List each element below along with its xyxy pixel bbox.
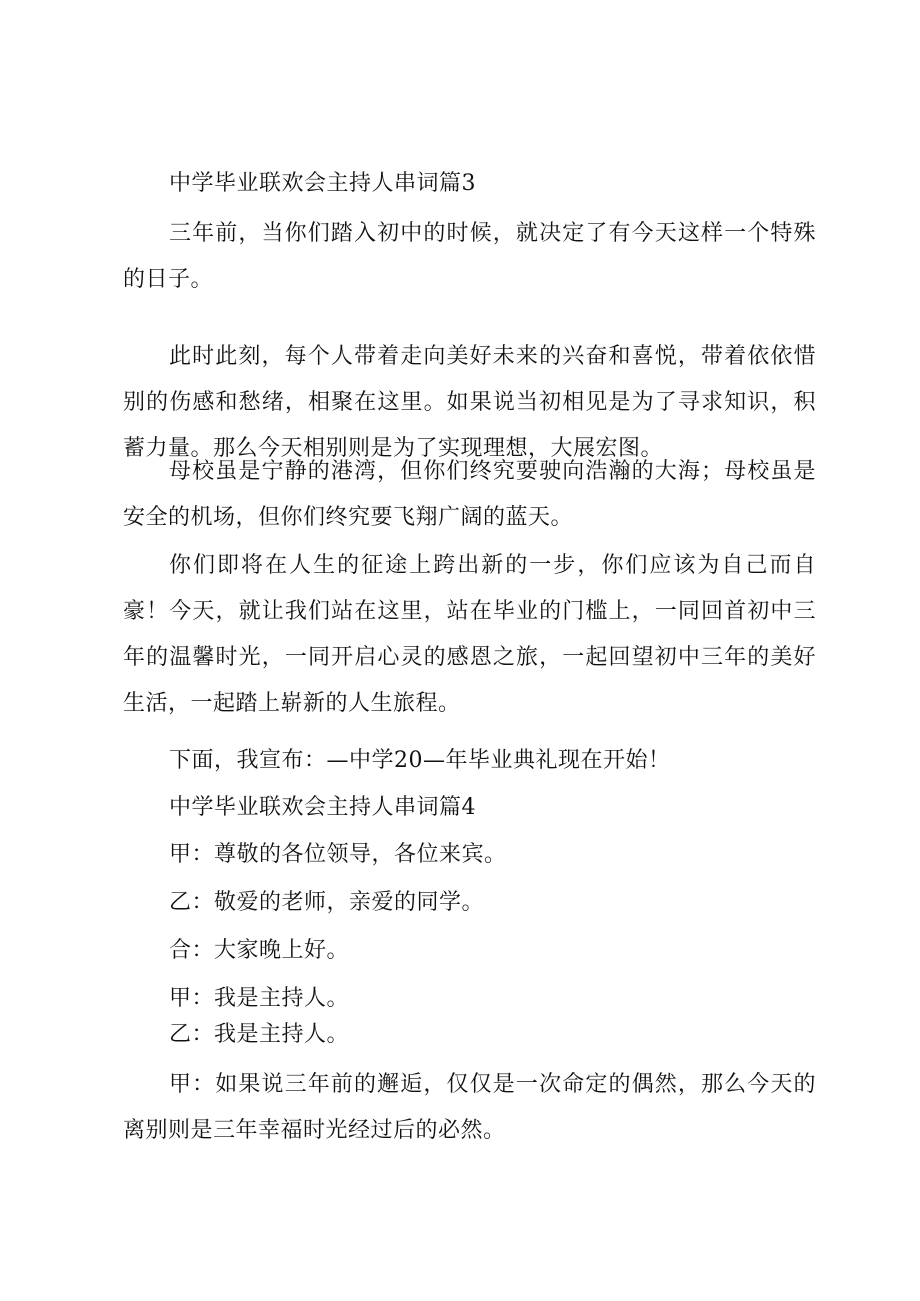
dialogue-line: 甲：我是主持人。 — [169, 986, 350, 1011]
dialogue-line: 甲：尊敬的各位领导，各位来宾。 — [169, 842, 507, 867]
paragraph: 母校虽是宁静的港湾，但你们终究要驶向浩瀚的大海；母校虽是安全的机场，但你们终究要飞翔广阔的蓝天。 — [123, 459, 816, 530]
paragraph: 下面，我宣布：—中学20—年毕业典礼现在开始！ — [169, 748, 671, 773]
dialogue-line: 乙：我是主持人。 — [169, 1022, 350, 1047]
dialogue-paragraph: 甲：如果说三年前的邂逅，仅仅是一次命定的偶然，那么今天的离别则是三年幸福时光经过后的必然。 — [123, 1072, 816, 1143]
section-heading-4: 中学毕业联欢会主持人串词篇4 — [169, 795, 476, 820]
section-heading-3: 中学毕业联欢会主持人串词篇3 — [169, 171, 476, 196]
dialogue-line: 合：大家晚上好。 — [169, 938, 350, 963]
paragraph: 此时此刻，每个人带着走向美好未来的兴奋和喜悦，带着依依惜别的伤感和愁绪，相聚在这里。如果说当初相见是为了寻求知识，积蓄力量。那么今天相别则是为了实现理想，大展宏图。 — [123, 344, 816, 461]
paragraph: 三年前，当你们踏入初中的时候，就决定了有今天这样一个特殊的日子。 — [123, 221, 816, 292]
paragraph: 你们即将在人生的征途上跨出新的一步，你们应该为自己而自豪！今天，就让我们站在这里，站在毕业的门槛上，一同回首初中三年的温馨时光，一同开启心灵的感恩之旅，一起回望初中三年的美好生活，一起踏上崭新的人生旅程。 — [123, 553, 816, 716]
dialogue-line: 乙：敬爱的老师，亲爱的同学。 — [169, 890, 485, 915]
